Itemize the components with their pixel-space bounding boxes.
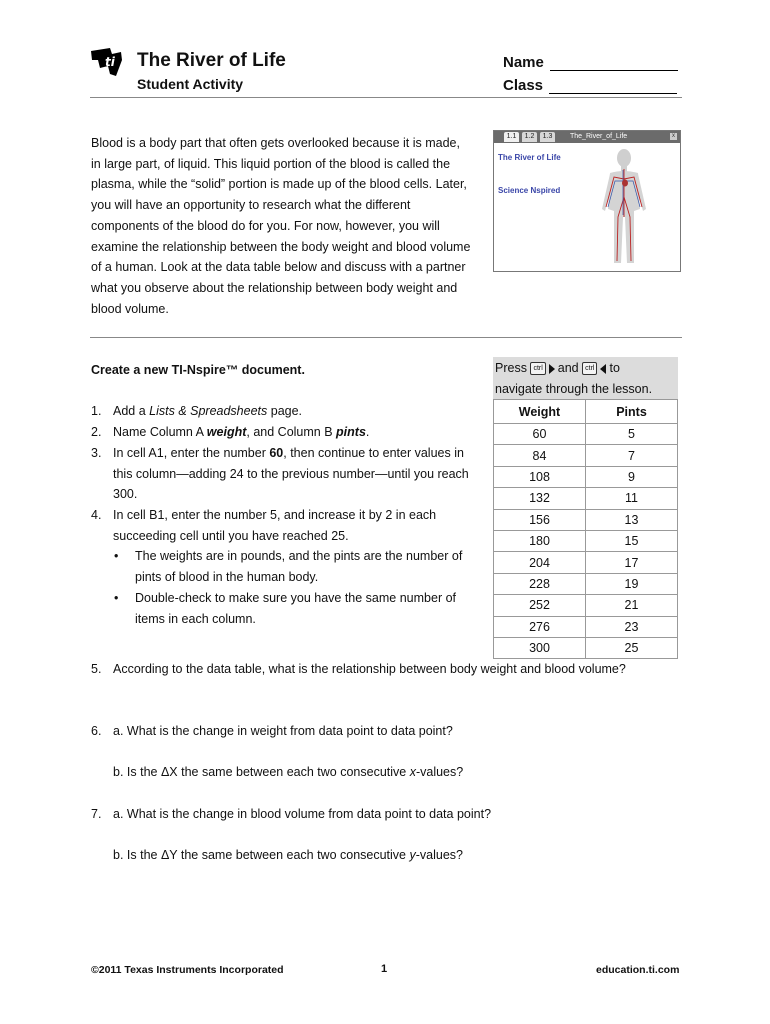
- step-number: 2.: [91, 425, 102, 439]
- table-row: [494, 616, 678, 637]
- table-row: [494, 637, 678, 658]
- step-text: Add a: [113, 404, 150, 418]
- column-header-pints: Pints: [586, 400, 678, 424]
- step-emphasis: pints: [336, 425, 366, 439]
- to-label: to: [609, 361, 620, 375]
- step-text: page.: [267, 404, 303, 418]
- navigate-label: navigate through the lesson.: [495, 382, 653, 396]
- right-arrow-icon: [549, 364, 555, 374]
- pints-cell: 13: [586, 509, 678, 530]
- pints-cell: 15: [586, 530, 678, 551]
- weight-cell: 300: [494, 637, 586, 658]
- step-text: , and Column B: [246, 425, 337, 439]
- screenshot-title: The River of Life: [498, 153, 561, 162]
- class-field[interactable]: [503, 77, 677, 94]
- table-row: [494, 509, 678, 530]
- weight-cell: 156: [494, 509, 586, 530]
- question-text: According to the data table, what is the relationship between body weight and blood volume?: [113, 662, 626, 676]
- screenshot-subtitle: Science Nspired: [498, 186, 561, 195]
- bullet-text: The weights are in pounds, and the pints are the number of pints of blood in the human body.: [135, 549, 463, 584]
- question-text: -values?: [415, 765, 464, 779]
- step-emphasis: 60: [269, 446, 284, 460]
- press-label: Press: [495, 361, 527, 375]
- pints-cell: 25: [586, 637, 678, 658]
- svg-text:ti: ti: [105, 55, 115, 69]
- pints-cell: 7: [586, 445, 678, 466]
- bullet-dot: •: [114, 549, 119, 563]
- left-arrow-icon: [600, 364, 606, 374]
- pints-cell: 5: [586, 424, 678, 445]
- name-blank-line[interactable]: [550, 56, 678, 71]
- step-number: 4.: [91, 508, 102, 522]
- screenshot-tab-2: 1.2: [522, 132, 537, 142]
- section-divider: [90, 337, 682, 338]
- pints-cell: 19: [586, 573, 678, 594]
- step-text: .: [365, 425, 370, 439]
- weight-cell: 132: [494, 488, 586, 509]
- screenshot-tab-bar: [494, 131, 680, 143]
- table-row: [494, 530, 678, 551]
- screenshot-tab-3: 1.3: [540, 132, 555, 142]
- table-row: [494, 466, 678, 487]
- question-text: b. Is the ΔX the same between each two consecutive: [113, 765, 410, 779]
- and-label: and: [557, 361, 579, 375]
- table-row: [494, 488, 678, 509]
- question-emphasis: y: [409, 848, 416, 862]
- ctrl-key-icon: ctrl: [530, 362, 545, 375]
- question-emphasis: x: [409, 765, 416, 779]
- step-text: In cell A1, enter the number: [113, 446, 270, 460]
- name-field[interactable]: [503, 54, 678, 71]
- screenshot-tab-1: 1.1: [504, 132, 519, 142]
- bullet-text: Double-check to make sure you have the same number of items in each column.: [135, 591, 457, 626]
- question-number: 6.: [91, 724, 102, 738]
- question-text: b. Is the ΔY the same between each two consecutive: [113, 848, 410, 862]
- close-icon: x: [672, 133, 675, 139]
- table-row: [494, 445, 678, 466]
- pints-cell: 9: [586, 466, 678, 487]
- weight-cell: 60: [494, 424, 586, 445]
- page-subtitle: Student Activity: [137, 76, 244, 92]
- bullet-dot: •: [114, 591, 119, 605]
- human-circulatory-figure-icon: [594, 147, 654, 265]
- weight-cell: 84: [494, 445, 586, 466]
- step-number: 1.: [91, 404, 102, 418]
- class-blank-line[interactable]: [549, 79, 677, 94]
- question-text: a. What is the change in blood volume from data point to data point?: [113, 807, 492, 821]
- screenshot-doc-name: The_River_of_Life: [570, 133, 628, 140]
- question-number: 5.: [91, 662, 102, 676]
- step-text: , then continue to enter values in this column—adding 24 to the previous number—until you reach 300.: [113, 446, 469, 502]
- step-emphasis: Lists & Spreadsheets: [149, 404, 268, 418]
- ctrl-key-icon: ctrl: [582, 362, 597, 375]
- pints-cell: 23: [586, 616, 678, 637]
- weight-cell: 228: [494, 573, 586, 594]
- question-6b: [113, 765, 463, 779]
- step-text: In cell B1, enter the number 5, and increase it by 2 in each succeeding cell until you have reached 25.: [113, 508, 437, 543]
- pints-cell: 17: [586, 552, 678, 573]
- procedure-heading: Create a new TI-Nspire™ document.: [91, 363, 305, 377]
- table-row: [494, 552, 678, 573]
- weight-cell: 108: [494, 466, 586, 487]
- class-label: Class: [503, 77, 544, 94]
- step-emphasis: weight: [206, 425, 247, 439]
- column-header-weight: Weight: [494, 400, 586, 424]
- table-header-row: [494, 400, 678, 424]
- step-text: Name Column A: [113, 425, 207, 439]
- table-row: [494, 573, 678, 594]
- header-divider: [90, 97, 682, 98]
- data-table: [493, 399, 678, 659]
- name-label: Name: [503, 54, 544, 71]
- page-title: The River of Life: [137, 50, 286, 71]
- question-7b: [113, 848, 463, 862]
- navigation-hint: [493, 357, 678, 399]
- question-number: 7.: [91, 807, 102, 821]
- footer-website: education.ti.com: [596, 964, 680, 976]
- ti-logo-icon: [88, 46, 124, 78]
- weight-cell: 180: [494, 530, 586, 551]
- step-number: 3.: [91, 446, 102, 460]
- table-row: [494, 424, 678, 445]
- weight-cell: 252: [494, 595, 586, 616]
- pints-cell: 21: [586, 595, 678, 616]
- footer-copyright: ©2011 Texas Instruments Incorporated: [91, 964, 284, 976]
- footer-page-number: 1: [381, 963, 388, 975]
- question-text: a. What is the change in weight from data point to data point?: [113, 724, 453, 738]
- table-row: [494, 595, 678, 616]
- weight-cell: 276: [494, 616, 586, 637]
- pints-cell: 11: [586, 488, 678, 509]
- intro-paragraph: Blood is a body part that often gets overlooked because it is made, in large part, of liquid. This liquid portion of the blood is called the plasma, while the “solid” portion is made up of the blood cells. Later, you will have an opportunity to research what the different components of the blood do for you. For now, however, you will examine the relationship between the body weight and blood volume of a human. Look at the data table below and discuss with a partner what you observe about the relationship between body weight and blood volume.: [91, 136, 471, 316]
- weight-cell: 204: [494, 552, 586, 573]
- nspire-screenshot: [493, 130, 681, 272]
- question-text: -values?: [415, 848, 463, 862]
